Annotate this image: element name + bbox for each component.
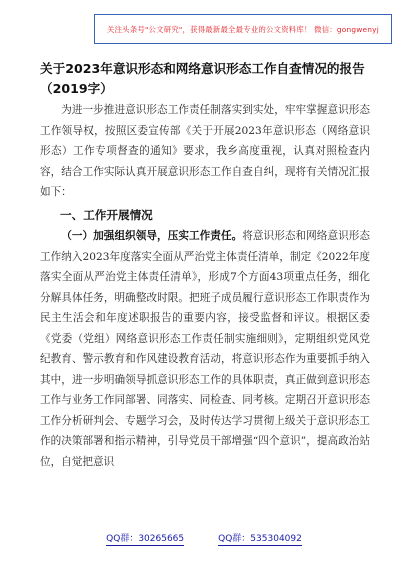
paragraph-lead: （一）加强组织领导，压实工作责任。	[61, 230, 243, 242]
promo-banner: 关注头条号"公文研究"，获得最新最全最专业的公文资料库！ 微信：gongwenyj	[94, 14, 392, 44]
paragraph-1	[40, 226, 370, 472]
document-title: 关于2023年意识形态和网络意识形态工作自查情况的报告	[40, 61, 365, 76]
qq-group-link-1[interactable]: QQ群：30265665	[106, 534, 185, 544]
intro-section	[40, 100, 370, 203]
document-subtitle: （2019字）	[40, 81, 113, 96]
qq-group-link-2[interactable]: QQ群：535304092	[218, 534, 302, 544]
section-heading: 一、工作开展情况	[60, 208, 153, 222]
section-body	[40, 226, 370, 472]
footer-contacts	[0, 534, 408, 546]
paragraph-text: 将意识形态和网络意识形态工作纳入2023年度落实全面从严治党主体责任清单，制定《2022年度落实全面从严治党主体责任清单》，形成7个方面43项重点任务，细化分解具体任务，明确整改时限。把班子成员履行意识形态工作职责作为民主生活会和年度述职报告的重要内容，接受监督和评议。根据区委《党委（党组）网络意识形态工作责任制实施细则》，定期组织党风党纪教育、警示教育和作风建设教育活动，将意识形态作为重要抓手纳入其中，进一步明确领导抓意识形态工作的具体职责，真正做到意识形态工作与业务工作同部署、同落实、同检查、同考核。定期召开意识形态工作分析研判会、专题学习会，及时传达学习贯彻上级关于意识形态工作的决策部署和指示精神，引导党员干部增强“四个意识”，提高政治站位，自觉把意识	[40, 230, 371, 468]
intro-paragraph: 为进一步推进意识形态工作责任制落实到实处，牢牢掌握意识形态工作领导权，按照区委宣传部《关于开展2023年意识形态（网络意识形态）工作专项督查的通知》要求，我乡高度重视，认真对照检查内容，结合工作实际认真开展意识形态工作自查自纠，现将有关情况汇报如下：	[40, 104, 370, 198]
